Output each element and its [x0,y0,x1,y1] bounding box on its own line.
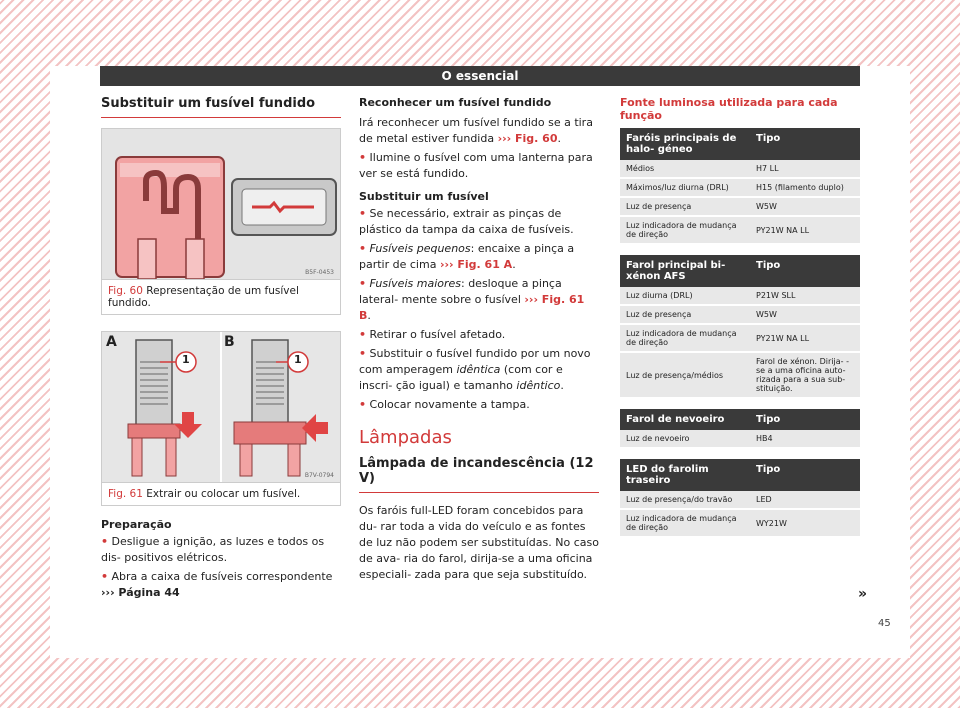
table-row: Luz de presença/médios Farol de xénon. Dirija- -se a uma oficina auto- rizada para a sua sub- stituição. [620,352,860,398]
table-title: Fonte luminosa utilizada para cada função [620,96,838,122]
table-row: Luz de nevoeiro HB4 [620,430,860,448]
table-row: Luz indicadora de mudança de direção PY21W NA LL [620,216,860,244]
callout-1-a: 1 [182,353,190,366]
section-title: Substituir um fusível fundido [101,96,341,118]
list-item: • Retirar o fusível afetado. [359,328,506,341]
continue-mark: » [858,586,868,602]
figure-60 [101,128,341,315]
list-item: • Fusíveis pequenos: encaixe a pinça a partir de cima ››› Fig. 61 A. [359,242,575,271]
page-header: O essencial [100,66,860,86]
table-halogen [620,128,860,245]
table-header-row [620,255,860,287]
figure-code: B5F-0453 [305,269,334,276]
fuse-blown-illustration [102,129,340,279]
figure-link[interactable]: ››› Fig. 60 [497,132,558,145]
table-row: Luz de presença/do travão LED [620,491,860,509]
table-header-cell: Farol principal bi-xénon AFS [620,255,750,287]
figure-caption-text: Extrair ou colocar um fusível. [146,488,301,500]
figure-caption [102,279,340,314]
figure-caption [102,482,340,505]
panel-label-a: A [106,334,117,350]
table-bixenon [620,255,860,399]
table-header-cell: LED do farolim traseiro [620,459,750,491]
fuse-removal-illustration [102,332,340,482]
figure-caption-text: Representação de um fusível fundido. [108,285,299,309]
prep-title: Preparação [101,518,172,531]
page-link[interactable]: ››› Página 44 [101,586,180,599]
figure-label: Fig. 61 [108,488,143,500]
paragraph: Irá reconhecer um fusível fundido se a tira de metal estiver fundida ››› Fig. 60. [359,116,593,145]
column-1 [101,96,341,601]
table-row: Máximos/luz diurna (DRL) H15 (filamento duplo) [620,178,860,197]
figure-label: Fig. 60 [108,285,143,297]
list-item: • Substituir o fusível fundido por um novo com amperagem idêntica (com cor e inscri- ção igual) e tamanho idêntico. [359,347,591,392]
column-2 [359,96,599,583]
table-row: Luz indicadora de mudança de direção WY21W [620,509,860,537]
table-row: Luz indicadora de mudança de direção PY21W NA LL [620,324,860,352]
table-header-row [620,409,860,430]
callout-1-b: 1 [294,353,302,366]
list-item: • Fusíveis maiores: desloque a pinça lateral- mente sobre o fusível ››› Fig. 61 B. [359,277,585,322]
table-row: Médios H7 LL [620,160,860,178]
table-fog [620,409,860,449]
fuse-removal-svg [102,332,340,482]
figure-link[interactable]: ››› Fig. 61 A [439,258,513,271]
table-header-cell: Faróis principais de halo- géneo [620,128,750,160]
list-item: • Desligue a ignição, as luzes e todos os dis- positivos elétricos. [101,535,325,564]
chapter-title: Lâmpadas [359,427,452,448]
table-header-cell: Tipo [750,459,860,491]
table-header-cell: Tipo [750,255,860,287]
table-header-row [620,459,860,491]
table-rear-led [620,459,860,538]
table-header-row [620,128,860,160]
fuse-blown-svg [102,129,340,279]
panel-label-b: B [224,334,235,350]
table-header-cell: Farol de nevoeiro [620,409,750,430]
table-row: Luz diurna (DRL) P21W SLL [620,287,860,305]
page-number: 45 [878,618,891,629]
column-3 [620,96,860,538]
figure-link[interactable]: ››› Fig. 61 B [359,293,585,322]
list-item: • Se necessário, extrair as pinças de plástico da tampa da caixa de fusíveis. [359,207,574,236]
table-header-cell: Tipo [750,409,860,430]
list-item: • Ilumine o fusível com uma lanterna para ver se está fundido. [359,151,593,180]
figure-code: B7V-0794 [304,472,334,479]
table-header-cell: Tipo [750,128,860,160]
table-row: Luz de presença W5W [620,305,860,324]
heading-replace: Substituir um fusível [359,190,489,203]
table-row: Luz de presença W5W [620,197,860,216]
paragraph: Os faróis full-LED foram concebidos para du- rar toda a vida do veículo e as fontes de luz não podem ser substituídas. No caso de ava- ria do farol, dirija-se a uma oficina especiali- zada para que seja substituído. [359,504,599,581]
heading-recognize: Reconhecer um fusível fundido [359,96,552,109]
list-item: • Abra a caixa de fusíveis correspondente ››› Página 44 [101,570,333,599]
figure-61 [101,331,341,506]
list-item: • Colocar novamente a tampa. [359,398,530,411]
section-subtitle: Lâmpada de incandescência (12 V) [359,456,599,493]
